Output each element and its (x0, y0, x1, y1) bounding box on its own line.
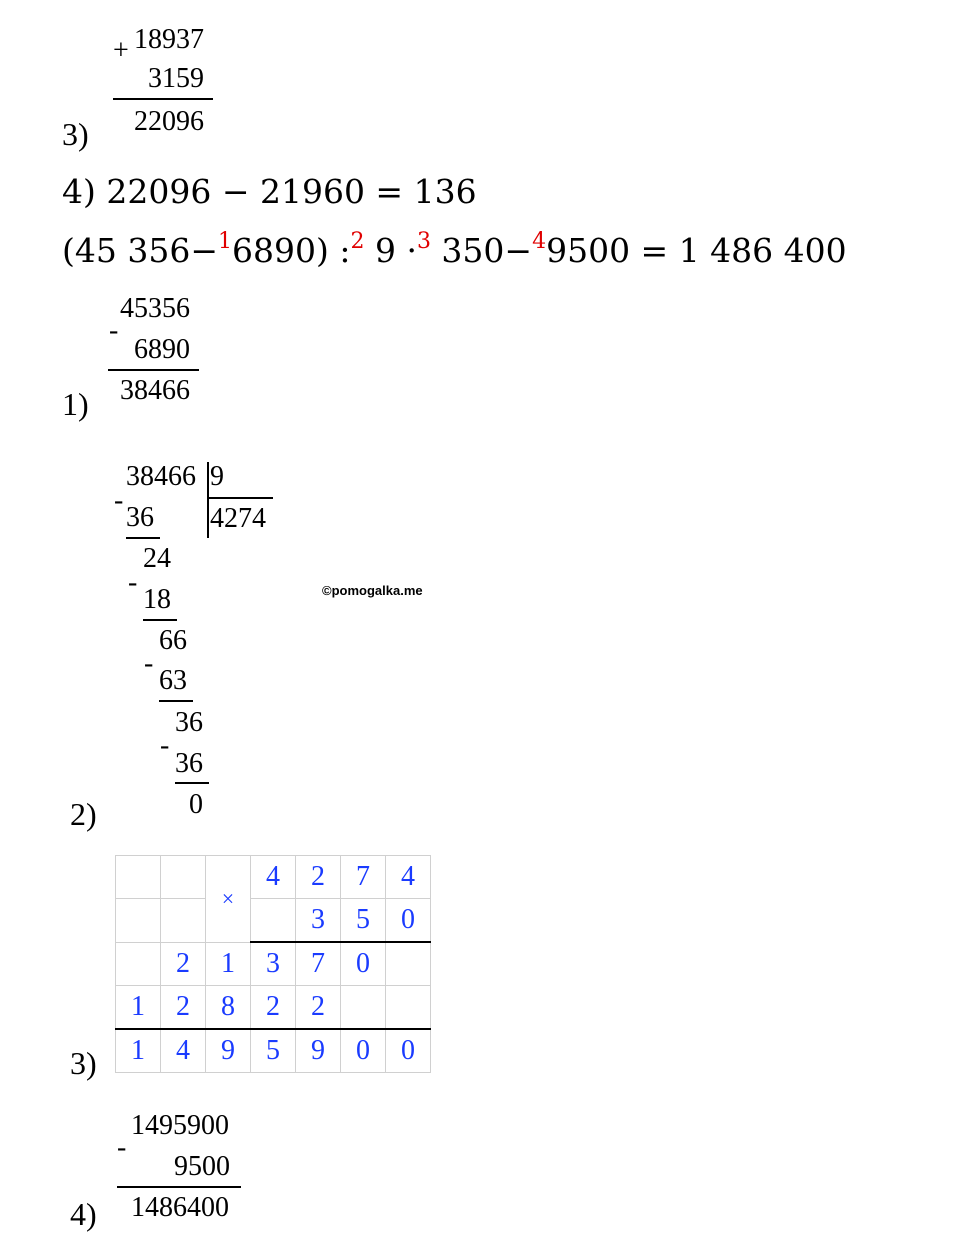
multiplication-grid (115, 855, 431, 1073)
grid-cell: 2 (161, 986, 206, 1030)
addend-2: 3159 (148, 63, 204, 94)
div-minus-2: - (128, 567, 138, 598)
grid-row-2 (116, 899, 431, 943)
grid-cell: 0 (341, 942, 386, 986)
division-bracket-vertical (207, 462, 209, 538)
grid-row-3 (116, 942, 431, 986)
step-4-equation: 4) 22096 − 21960 = 136 (62, 172, 477, 211)
grid-cell: 4 (386, 856, 431, 899)
grid-cell (116, 942, 161, 986)
expr-part-open: (45 356− (62, 231, 218, 270)
minuend-2: 1495900 (131, 1110, 229, 1141)
grid-cell (341, 986, 386, 1030)
grid-cell: 2 (296, 986, 341, 1030)
grid-cell (251, 899, 296, 943)
dividend: 38466 (126, 461, 196, 492)
divisor: 9 (210, 461, 224, 492)
step-label-3b: 3) (70, 1045, 97, 1081)
div-minus-4: - (160, 730, 170, 761)
grid-cell (386, 942, 431, 986)
minus-sign-2: - (117, 1132, 127, 1163)
expr-part-4: 9500 = 1 486 400 (546, 231, 847, 270)
grid-cell: 9 (296, 1029, 341, 1073)
grid-cell: 3 (251, 942, 296, 986)
expr-part-1: 6890) : (232, 231, 351, 270)
step-label-2: 2) (70, 796, 97, 832)
div-rule-3 (159, 700, 193, 702)
div-step-6: 36 (175, 707, 203, 738)
step-label-4: 4) (70, 1196, 97, 1232)
grid-row-1 (116, 856, 431, 899)
plus-sign: + (113, 35, 129, 66)
grid-cell: 9 (206, 1029, 251, 1073)
grid-cell: 7 (296, 942, 341, 986)
expr-part-2: 9 · (364, 231, 417, 270)
grid-cell: 4 (161, 1029, 206, 1073)
grid-cell: 1 (206, 942, 251, 986)
grid-cell (116, 856, 161, 899)
difference-2: 1486400 (131, 1192, 229, 1223)
order-marker-1: 1 (218, 229, 232, 254)
grid-cell: 0 (386, 899, 431, 943)
grid-row-5 (116, 1029, 431, 1073)
div-step-4: 66 (159, 625, 187, 656)
sum-result: 22096 (134, 106, 204, 137)
div-step-5: 63 (159, 665, 187, 696)
addend-1: 18937 (134, 24, 204, 55)
grid-cell (386, 986, 431, 1030)
div-rule-1 (126, 537, 160, 539)
grid-cell: 1 (116, 986, 161, 1030)
order-marker-3: 3 (416, 229, 431, 254)
watermark: ©pomogalka.me (322, 583, 423, 598)
quotient: 4274 (210, 503, 266, 534)
grid-cell: 2 (251, 986, 296, 1030)
difference-rule-2 (117, 1186, 241, 1188)
order-marker-4: 4 (532, 229, 547, 254)
div-rule-2 (143, 619, 177, 621)
grid-cell (116, 899, 161, 943)
grid-row-4 (116, 986, 431, 1030)
grid-cell: 5 (251, 1029, 296, 1073)
minuend-1: 45356 (120, 293, 190, 324)
div-minus-1: - (114, 485, 124, 516)
div-remainder: 0 (189, 789, 203, 820)
grid-cell: 1 (116, 1029, 161, 1073)
order-marker-2: 2 (350, 229, 365, 254)
div-step-1: 36 (126, 502, 154, 533)
minus-sign-1: - (109, 315, 119, 346)
grid-cell: 0 (341, 1029, 386, 1073)
grid-cell (161, 856, 206, 899)
div-step-7: 36 (175, 748, 203, 779)
grid-cell: 4 (251, 856, 296, 899)
subtrahend-2: 9500 (174, 1151, 230, 1182)
grid-cell (161, 899, 206, 943)
step-label-3a: 3) (62, 116, 89, 152)
sum-rule (113, 98, 213, 100)
grid-cell: 2 (296, 856, 341, 899)
div-minus-3: - (144, 648, 154, 679)
difference-rule-1 (108, 369, 199, 371)
times-sign: × (206, 856, 251, 943)
grid-cell: 2 (161, 942, 206, 986)
grid-cell: 0 (386, 1029, 431, 1073)
division-bracket-horizontal (207, 497, 273, 499)
grid-cell: 3 (296, 899, 341, 943)
step-label-1: 1) (62, 386, 89, 422)
div-step-3: 18 (143, 584, 171, 615)
subtrahend-1: 6890 (134, 334, 190, 365)
expr-part-3: 350− (430, 231, 533, 270)
grid-cell: 7 (341, 856, 386, 899)
div-rule-4 (175, 782, 209, 784)
div-step-2: 24 (143, 543, 171, 574)
main-expression (62, 231, 847, 276)
grid-cell: 8 (206, 986, 251, 1030)
grid-cell: 5 (341, 899, 386, 943)
difference-1: 38466 (120, 375, 190, 406)
